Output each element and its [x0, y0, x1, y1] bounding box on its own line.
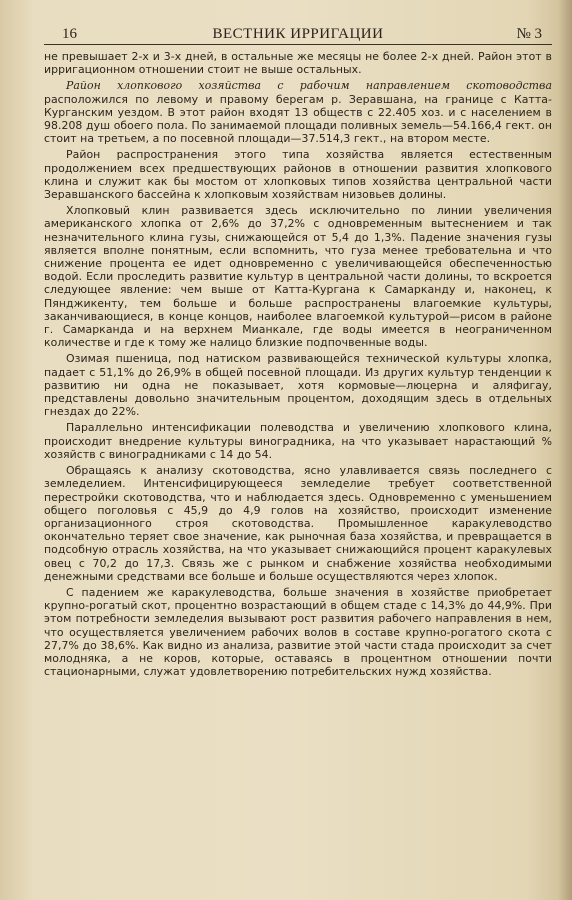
paragraph	[44, 586, 552, 678]
article-body	[44, 50, 552, 678]
paragraph	[44, 79, 552, 145]
paragraph	[44, 204, 552, 349]
paragraph-text: Обращаясь к анализу скотоводства, ясно улавливается связь последнего с земледелием. Интенсифицирующееся земледелие требует соответственной перестройки скотоводства, что и наблюдается здесь. Одновременно с уменьшением общего поголовья с 45,9 до 4,9 голов на хозяйство, происходит изменение организационного строя скотоводства. Промышленное каракулеводство окончательно теряет свое значение, как рыночная база хозяйства, и превращается в подсобную отрасль хозяйства, на что указывает снижающийся процент каракулевых овец с 70,2 до 17,3. Связь же с рынком и снабжение хозяйства необходимыми денежными средствами все больше и больше осуществляются через хлопок.	[44, 464, 552, 583]
section-lead: Район хлопкового хозяйства с рабочим направлением скотоводства	[66, 79, 552, 93]
paragraph-text: Район распространения этого типа хозяйства является естественным продолжением всех предшествующих районов в отношении развития хлопкового клина и служит как бы мостом от хлопковых типов хозяйства центральной части Зеравшанского бассейна к хлопковым хозяйствам низовьев долины.	[44, 148, 552, 202]
issue-number: № 3	[516, 26, 542, 42]
page-edge-shadow	[558, 0, 572, 900]
paragraph-text: расположился по левому и правому берегам р. Зеравшана, на границе с Катта-Курганским уездом. В этот район входят 13 обществ с 22.405 хоз. и с населением в 98.208 душ обоего пола. По занимаемой площади поливных земель—54.166,4 гект. он стоит на третьем, а по посевной площади—37.514,3 гект., на втором месте.	[44, 92, 552, 146]
journal-page	[44, 24, 552, 678]
paragraph-text: Хлопковый клин развивается здесь исключительно по линии увеличения американского хлопка от 2,6% до 37,2% с одновременным вытеснением и так незначительного клина гузы, снижающейся от 5,4 до 1,3%. Падение значения гузы является вполне понятным, если вспомнить, что гуза менее требовательна и что снижение процента ее идет одновременно с увеличивающейся обеспеченностью водой. Если проследить развитие культур в центральной части долины, то вскроется следующее явление: чем выше от Катта-Кургана к Самарканду и, наконец, к Пянджикенту, тем больше и больше распространены влагоемкие культуры, заканчивающиеся, в конце концов, наиболее влагоемкой культурой—рисом в районе г. Самарканда и на верхнем Мианкале, где воды имеется в неограниченном количестве и где к тому же налицо близкие подпочвенные воды.	[44, 204, 552, 350]
paragraph	[44, 421, 552, 461]
paragraph	[44, 352, 552, 418]
paragraph-text: С падением же каракулеводства, больше значения в хозяйстве приобретает крупно-рогатый скот, процентно возрастающий в общем стаде с 14,3% до 44,9%. При этом потребности земледелия вызывают рост развития рабочего направления в нем, что осуществляется увеличением рабочих волов в составе крупно-рогатого скота с 27,7% до 38,6%. Как видно из анализа, развитие этой части стада происходит за счет молодняка, а не коров, которые, оставаясь в процентном отношении почти стационарными, служат удовлетворению потребительских нужд хозяйства.	[44, 585, 552, 679]
paragraph	[44, 464, 552, 583]
running-head	[44, 24, 552, 45]
paragraph-text: не превышает 2-х и 3-х дней, в остальные же месяцы не более 2-х дней. Район этот в ирригационном отношении стоит не выше остальных.	[44, 50, 552, 77]
paragraph	[44, 50, 552, 76]
page-number: 16	[62, 26, 77, 42]
paragraph-text: Параллельно интенсификации полеводства и увеличению хлопкового клина, происходит внедрение культуры виноградника, на что указывает нарастающий % хозяйств с виноградниками с 14 до 54.	[44, 421, 552, 461]
paragraph	[44, 148, 552, 201]
paragraph-text: Озимая пшеница, под натиском развивающейся технической культуры хлопка, падает с 51,1% до 26,9% в общей посевной площади. Из других культур тенденции к развитию ни одна не показывает, хотя кормовые—люцерна и аляфигау, представлены довольно значительным процентом, доходящим здесь в отдельных гнездах до 22%.	[44, 352, 552, 419]
journal-title: ВЕСТНИК ИРРИГАЦИИ	[212, 26, 384, 42]
